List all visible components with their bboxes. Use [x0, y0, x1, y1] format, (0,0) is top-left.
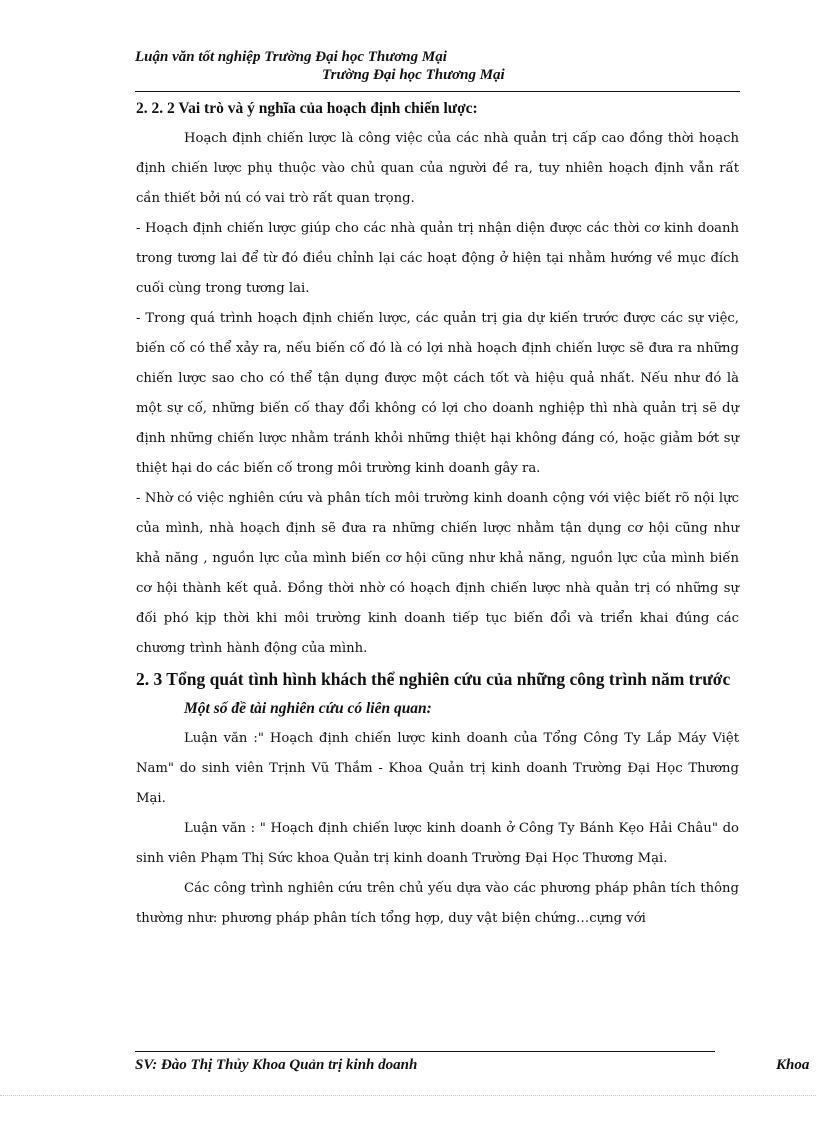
- paragraph: Luận văn : " Hoạch định chiến lược kinh doanh ở Công Ty Bánh Kẹo Hải Châu" do sinh viên Phạm Thị Sức khoa Quản trị kinh doanh Trường Đại Học Thương Mại.: [136, 821, 739, 866]
- section-heading-2-3: 2. 3 Tổng quát tình hình khách thể nghiên cứu của những công trình năm trước: [136, 669, 731, 689]
- section-heading-2-2-2: 2. 2. 2 Vai trò và ý nghĩa của hoạch định chiến lược:: [136, 100, 478, 117]
- paragraph: Luận văn :" Hoạch định chiến lược kinh doanh của Tổng Công Ty Lắp Máy Việt Nam" do sinh viên Trịnh Vũ Thắm - Khoa Quản trị kinh doanh Trường Đại Học Thương Mại.: [136, 731, 739, 806]
- paragraph: Hoạch định chiến lược là công việc của các nhà quản trị cấp cao đồng thời hoạch định chiến lược phụ thuộc vào chủ quan của người đề ra, tuy nhiên hoạch định vẫn rất cần thiết bởi nú có vai trò rất quan trọng.: [136, 131, 739, 206]
- header-rule: [135, 91, 740, 92]
- page-body: [136, 94, 739, 934]
- bullet-paragraph: - Nhờ có việc nghiên cứu và phân tích môi trường kinh doanh cộng với việc biết rõ nội lực của mình, nhà hoạch định sẽ đưa ra những chiến lược nhằm tận dụng cơ hội cũng như khả năng , nguồn lực của mình biến cơ hội cũng như khả năng, nguồn lực của mình biến cơ hội thành kết quả. Đồng thời nhờ có hoạch định chiến lược nhà quản trị có những sự đối phó kịp thời khi môi trường kinh doanh tiếp tục biến đổi và triển khai đúng các chương trình hành động của mình.: [136, 491, 739, 656]
- bullet-paragraph: - Hoạch định chiến lược giúp cho các nhà quản trị nhận diện được các thời cơ kinh doanh trong tương lai để từ đó điều chỉnh lại các hoạt động ở hiện tại nhằm hướng về mục đích cuối cùng trong tương lai.: [136, 221, 739, 296]
- running-header-line2: Trường Đại học Thương Mại: [322, 67, 505, 83]
- subheading: Một số đề tài nghiên cứu có liên quan:: [184, 700, 432, 717]
- footer-left: SV: Đào Thị Thủy Khoa Quản trị kinh doanh: [135, 1057, 418, 1073]
- bullet-paragraph: - Trong quá trình hoạch định chiến lược, các quản trị gia dự kiến trước được các sự việc, biến cố có thể xảy ra, nếu biến cố đó là có lợi nhà hoạch định chiến lược sẽ đưa ra những chiến lược sao cho có thể tận dụng được một cách tốt và hiệu quả nhất. Nếu như đó là một sự cố, những biến cố thay đổi không có lợi cho doanh nghiệp thì nhà quản trị sẽ dự định những chiến lược nhằm tránh khỏi những thiệt hại không đáng có, hoặc giảm bớt sự thiệt hại do các biến cố trong môi trường kinh doanh gây ra.: [136, 311, 739, 476]
- running-header-line1: Luận văn tốt nghiệp Trường Đại học Thương Mại: [135, 49, 447, 65]
- footer-right: Khoa: [776, 1057, 810, 1073]
- page-edge-divider: [0, 1095, 816, 1096]
- footer-rule: [135, 1051, 715, 1052]
- paragraph: Các công trình nghiên cứu trên chủ yếu dựa vào các phương pháp phân tích thông thường như: phương pháp phân tích tổng hợp, duy vật biện chứng…cựng với: [136, 881, 739, 926]
